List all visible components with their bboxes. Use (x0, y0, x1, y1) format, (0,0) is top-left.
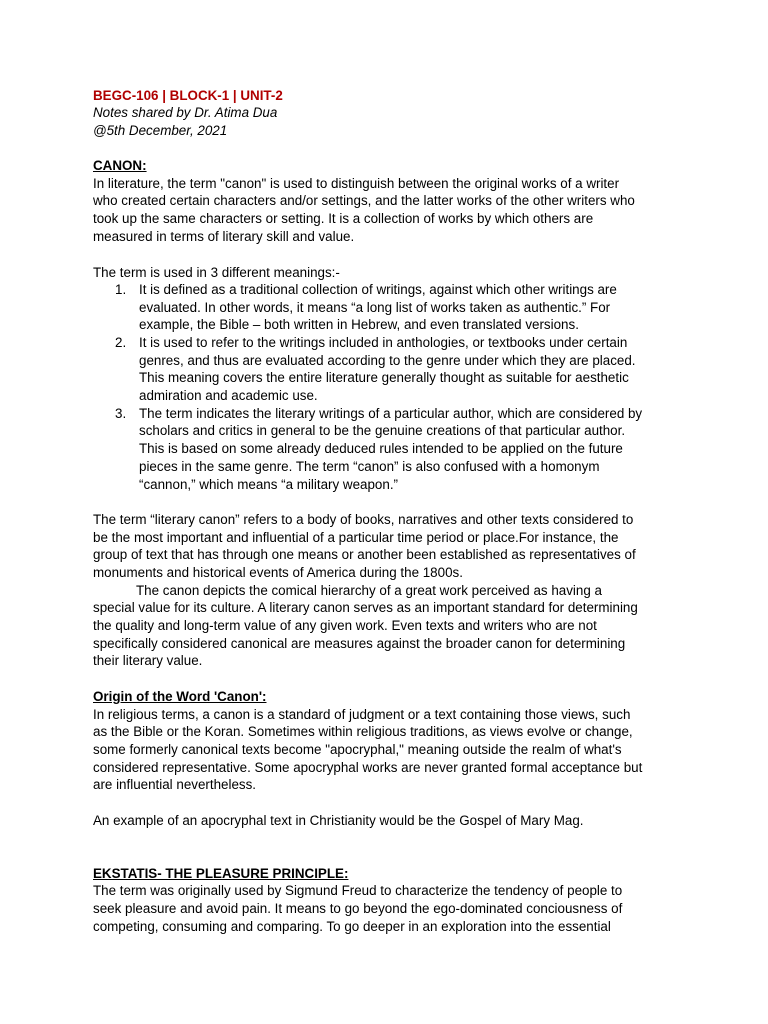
paragraph-line: The term “literary canon” refers to a body of books, narratives and other texts considered to (93, 512, 634, 527)
ekstatis-heading: EKSTATIS- THE PLEASURE PRINCIPLE: (93, 866, 349, 881)
list-item-line: example, the Bible – both written in Hebrew, and even translated versions. (139, 317, 579, 332)
list-item-line: scholars and critics in general to be the genuine creations of that particular author. (139, 423, 626, 438)
paragraph-line: group of text that has through one means or another been established as representatives of (93, 547, 636, 562)
list-item-line: This meaning covers the entire literature generally thought as suitable for aesthetic (139, 370, 629, 385)
list-number: 1. (115, 282, 127, 297)
paragraph-line: seek pleasure and avoid pain. It means to go beyond the ego-dominated conciousness of (93, 901, 623, 916)
paragraph-line: specifically considered canonical are measures against the broader canon for determining (93, 636, 626, 651)
canon-intro-line: measured in terms of literary skill and value. (93, 229, 355, 244)
list-item-line: “cannon,” which means “a military weapon.” (139, 477, 398, 492)
paragraph-line: are influential nevertheless. (93, 777, 257, 792)
paragraph-line: competing, consuming and comparing. To go deeper in an exploration into the essential (93, 919, 611, 934)
paragraph-line: some formerly canonical texts become "apocryphal," meaning outside the realm of what's (93, 742, 622, 757)
paragraph-line: as the Bible or the Koran. Sometimes within religious traditions, as views evolve or change, (93, 724, 633, 739)
meanings-intro: The term is used in 3 different meanings:- (93, 265, 340, 280)
paragraph-line: be the most important and influential of a particular time period or place.For instance, the (93, 530, 619, 545)
notes-attribution: Notes shared by Dr. Atima Dua (93, 105, 278, 120)
list-item-line: It is defined as a traditional collection of writings, against which other writings are (139, 282, 617, 297)
list-item-line: pieces in the same genre. The term “canon” is also confused with a homonym (139, 459, 600, 474)
paragraph-line: monuments and historical events of America during the 1800s. (93, 565, 463, 580)
list-number: 3. (115, 406, 127, 421)
origin-heading: Origin of the Word 'Canon': (93, 689, 267, 704)
paragraph-line: The term was originally used by Sigmund Freud to characterize the tendency of people to (93, 883, 623, 898)
course-code-header: BEGC-106 | BLOCK-1 | UNIT-2 (93, 88, 283, 103)
list-item-line: genres, and thus are evaluated according to the genre under which they are placed. (139, 353, 636, 368)
canon-intro-line: who created certain characters and/or settings, and the latter works of the other writers who (93, 193, 635, 208)
date-line: @5th December, 2021 (93, 123, 228, 138)
canon-intro-line: took up the same characters or setting. It is a collection of works by which others are (93, 211, 594, 226)
paragraph-line: considered representative. Some apocryphal works are never granted formal acceptance but (93, 760, 643, 775)
paragraph-line: In religious terms, a canon is a standard of judgment or a text containing those views, such (93, 707, 631, 722)
paragraph-line: special value for its culture. A literary canon serves as an important standard for determining (93, 600, 638, 615)
paragraph-line: An example of an apocryphal text in Christianity would be the Gospel of Mary Mag. (93, 813, 584, 828)
list-item-line: admiration and academic use. (139, 388, 318, 403)
list-item-line: The term indicates the literary writings of a particular author, which are considered by (139, 406, 643, 421)
list-number: 2. (115, 335, 127, 350)
list-item-line: evaluated. In other words, it means “a long list of works taken as authentic.” For (139, 300, 611, 315)
canon-intro-line: In literature, the term "canon" is used to distinguish between the original works of a writer (93, 176, 620, 191)
list-item-line: This is based on some already deduced rules intended to be applied on the future (139, 441, 623, 456)
paragraph-line: the quality and long-term value of any given work. Even texts and writers who are not (93, 618, 597, 633)
paragraph-line: The canon depicts the comical hierarchy of a great work perceived as having a (136, 583, 602, 598)
canon-heading: CANON: (93, 158, 147, 173)
list-item-line: It is used to refer to the writings included in anthologies, or textbooks under certain (139, 335, 628, 350)
paragraph-line: their literary value. (93, 653, 203, 668)
